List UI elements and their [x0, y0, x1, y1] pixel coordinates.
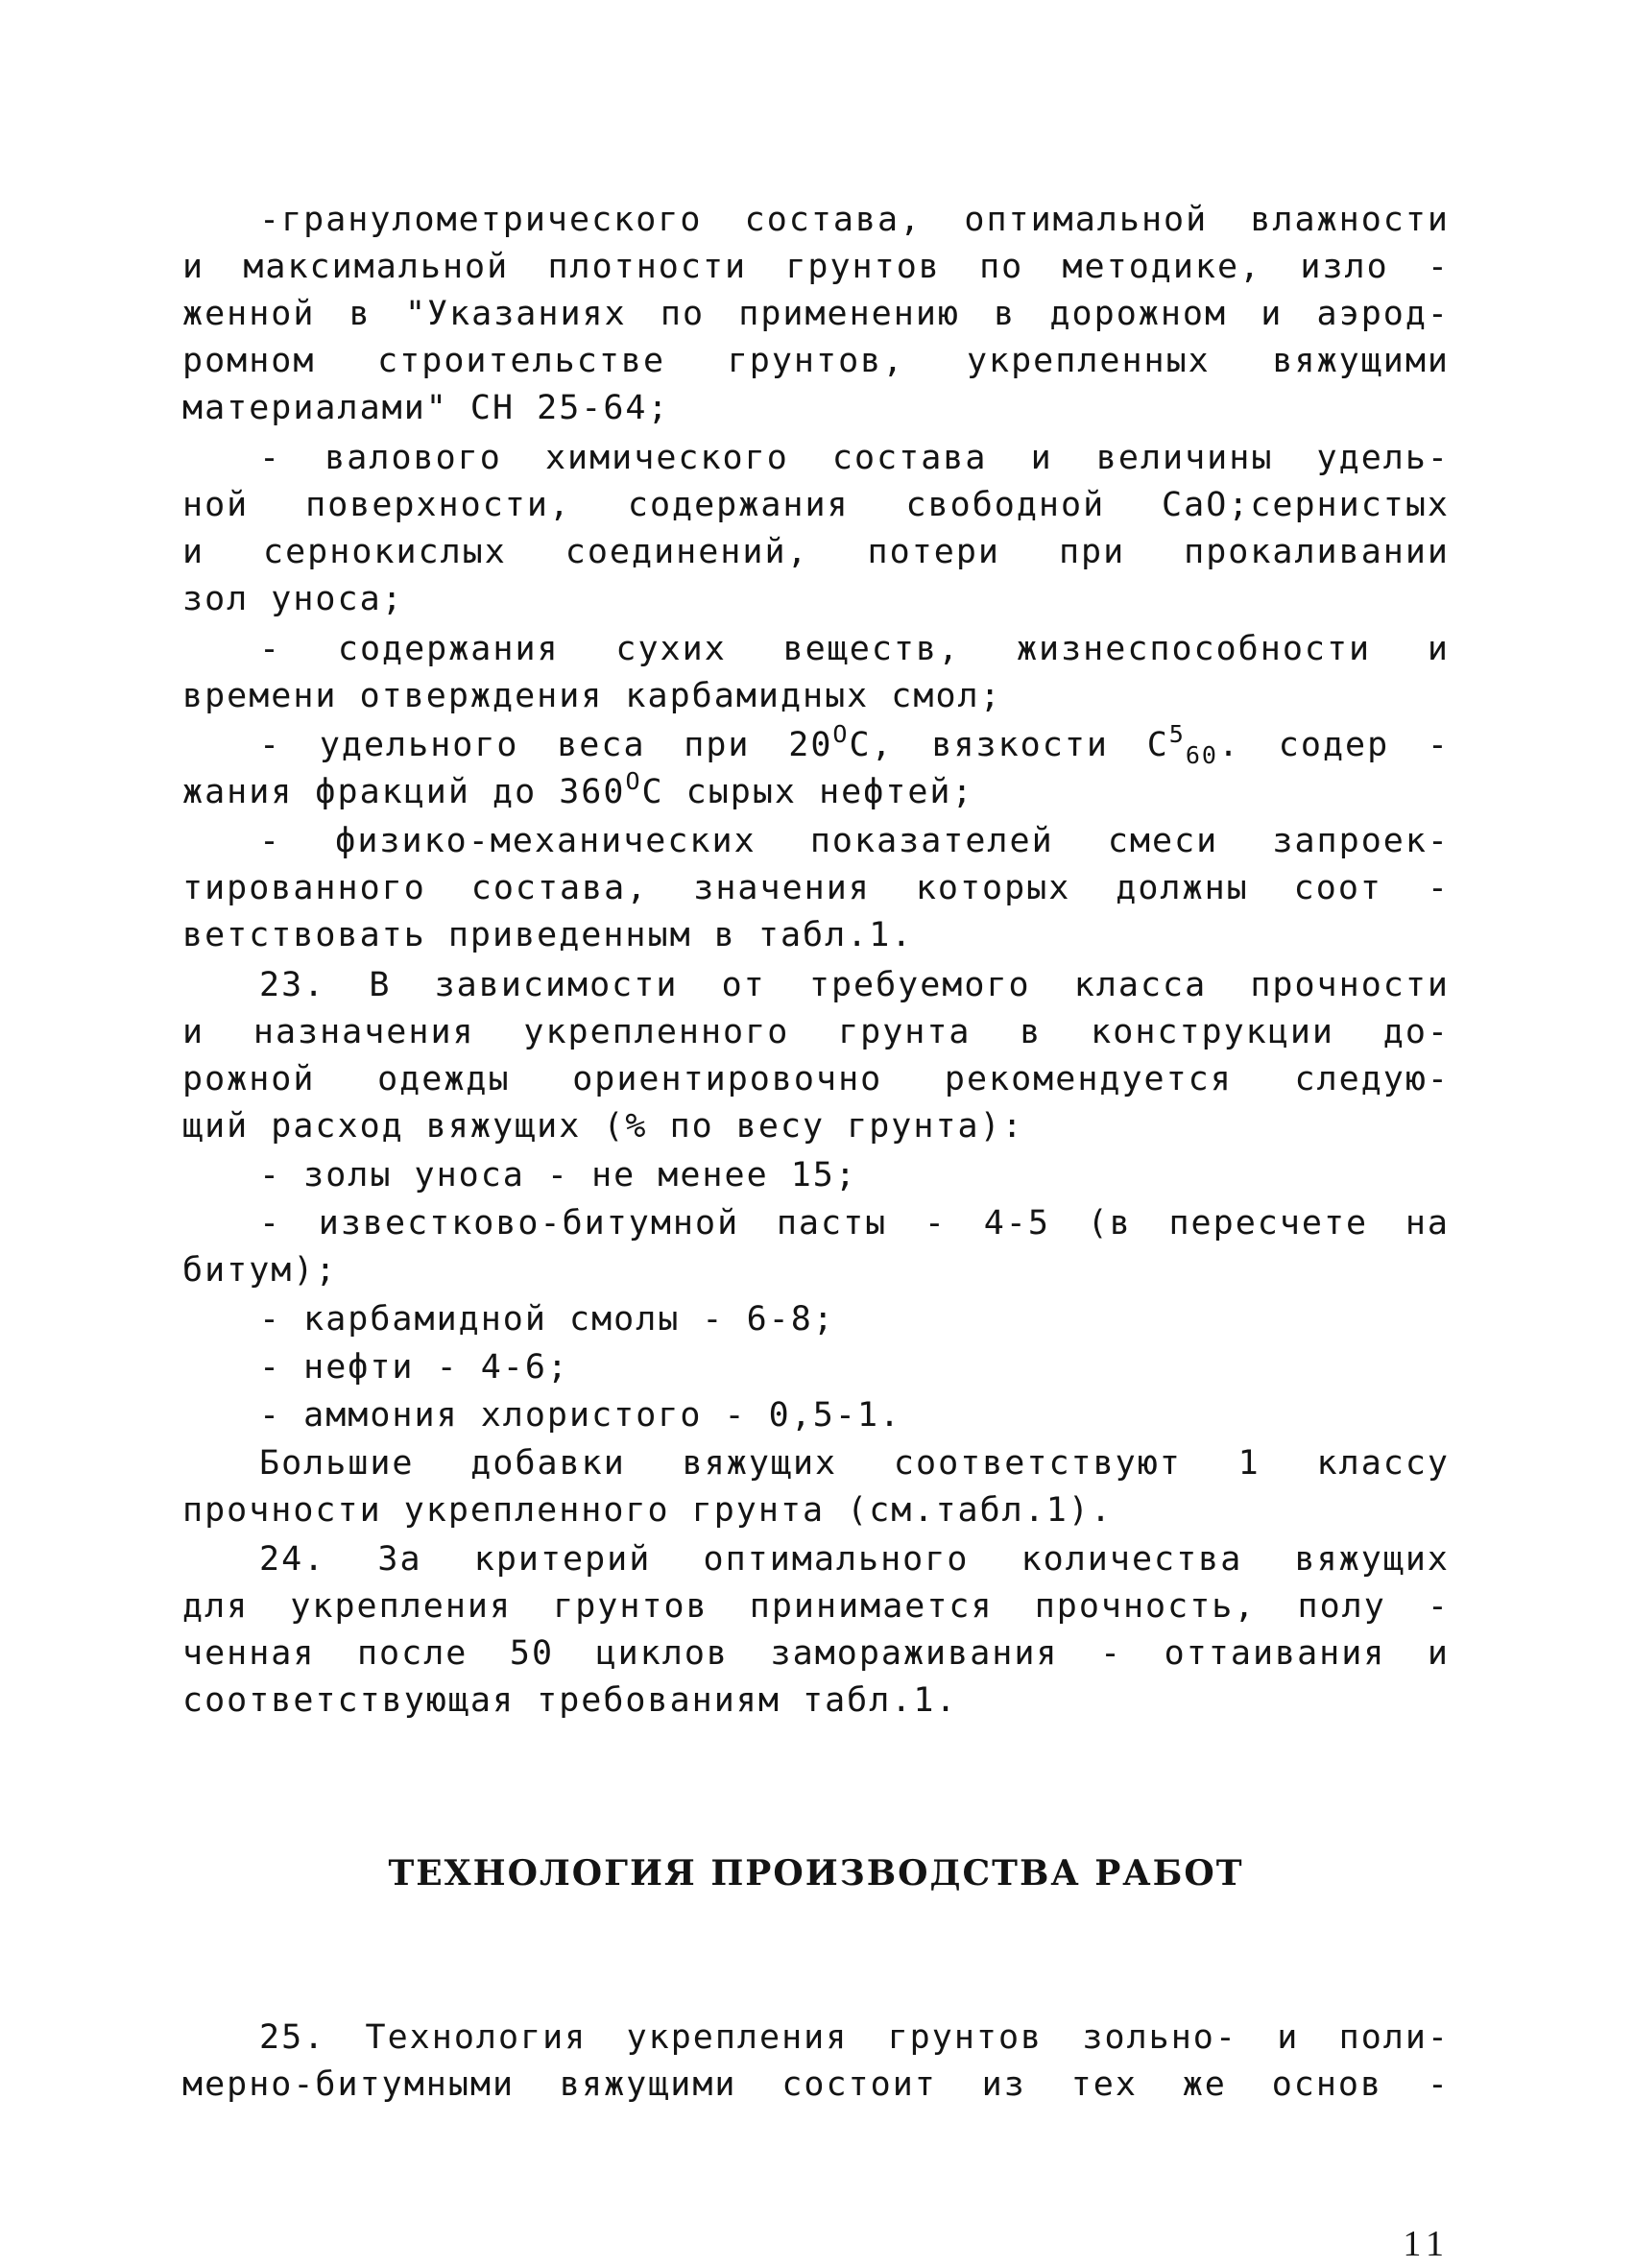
text-line: - известково-битумной пасты - 4-5 (в пересчете на [259, 1204, 1450, 1243]
text-line: - валового химического состава и величины удель- [259, 439, 1450, 477]
degree-mark: О [625, 767, 642, 795]
text-line: ветствовать приведенным в табл.1. [182, 916, 914, 954]
superscript-5: 5 [1168, 720, 1186, 748]
text-line: - аммония хлористого - 0,5-1. [259, 1396, 902, 1435]
text-line: - нефти - 4-6; [259, 1348, 570, 1387]
text-line: соответствующая требованиям табл.1. [182, 1681, 958, 1720]
paragraph-large-additions [182, 1440, 1450, 1534]
subscript-60: 60 [1185, 741, 1218, 769]
text-line: зол уноса; [182, 580, 404, 618]
paragraph-oil-properties [182, 722, 1450, 816]
section-heading: ТЕХНОЛОГИЯ ПРОИЗВОДСТВА РАБОТ [388, 1853, 1244, 1894]
text-fragment: С сырых нефтей; [641, 773, 974, 811]
text-line: и максимальной плотности грунтов по методике, изло - [182, 248, 1450, 286]
list-item-paste [182, 1200, 1450, 1294]
page-number: 11 [1403, 2224, 1450, 2264]
text-line: ромном строительстве грунтов, укрепленных вяжущими [182, 342, 1450, 380]
text-line: - физико-механических показателей смеси запроек- [259, 822, 1450, 860]
paragraph-24 [182, 1536, 1450, 1725]
text-line [182, 722, 1450, 769]
text-line: материалами" СН 25-64; [182, 389, 670, 427]
paragraph-physmech [182, 818, 1450, 959]
text-line: для укрепления грунтов принимается прочность, полу - [182, 1587, 1450, 1626]
text-line: рожной одежды ориентировочно рекомендуется следую- [182, 1060, 1450, 1098]
text-line: тированного состава, значения которых должны соот - [182, 869, 1450, 907]
list-item-fly-ash [182, 1152, 1450, 1199]
text-line: - карбамидной смолы - 6-8; [259, 1300, 835, 1339]
text-line: мерно-битумными вяжущими состоит из тех же основ - [182, 2065, 1450, 2104]
text-fragment: - удельного веса при 20 [259, 726, 833, 764]
paragraph-25 [182, 2015, 1450, 2109]
text-line: -гранулометрического состава, оптимальной влажности [259, 201, 1450, 239]
text-line: и сернокислых соединений, потери при прокаливании [182, 533, 1450, 571]
text-line: щий расход вяжущих (% по весу грунта): [182, 1107, 1024, 1146]
text-line [182, 769, 1450, 816]
degree-mark: О [832, 720, 850, 748]
text-fragment: жания фракций до 360 [182, 773, 626, 811]
list-item-oil [182, 1344, 1450, 1391]
paragraph-23 [182, 962, 1450, 1150]
text-line: времени отверждения карбамидных смол; [182, 677, 1002, 715]
text-line: Большие добавки вяжущих соответствуют 1 классу [259, 1444, 1450, 1483]
text-line: 25. Технология укрепления грунтов зольно- и поли- [259, 2018, 1450, 2057]
text-line: ной поверхности, содержания свободной СаО;сернистых [182, 486, 1450, 524]
paragraph-granulometric [182, 197, 1450, 432]
text-line: 23. В зависимости от требуемого класса прочности [259, 966, 1450, 1004]
paragraph-chemical [182, 435, 1450, 623]
text-line: и назначения укрепленного грунта в конструкции до- [182, 1013, 1450, 1051]
text-line: женной в "Указаниях по применению в дорожном и аэрод- [182, 295, 1450, 333]
text-fragment: . содер - [1217, 726, 1450, 764]
document-page [182, 197, 1450, 2264]
paragraph-resins [182, 626, 1450, 720]
list-item-ammonium [182, 1392, 1450, 1439]
list-item-resin [182, 1296, 1450, 1343]
text-fragment: С, вязкости С [849, 726, 1169, 764]
text-line: - содержания сухих веществ, жизнеспособности и [259, 630, 1450, 668]
text-line: ченная после 50 циклов замораживания - оттаивания и [182, 1634, 1450, 1673]
text-line: 24. За критерий оптимального количества вяжущих [259, 1540, 1450, 1579]
text-line: - золы уноса - не менее 15; [259, 1156, 857, 1194]
text-line: прочности укрепленного грунта (см.табл.1). [182, 1491, 1114, 1530]
text-line: битум); [182, 1251, 338, 1290]
